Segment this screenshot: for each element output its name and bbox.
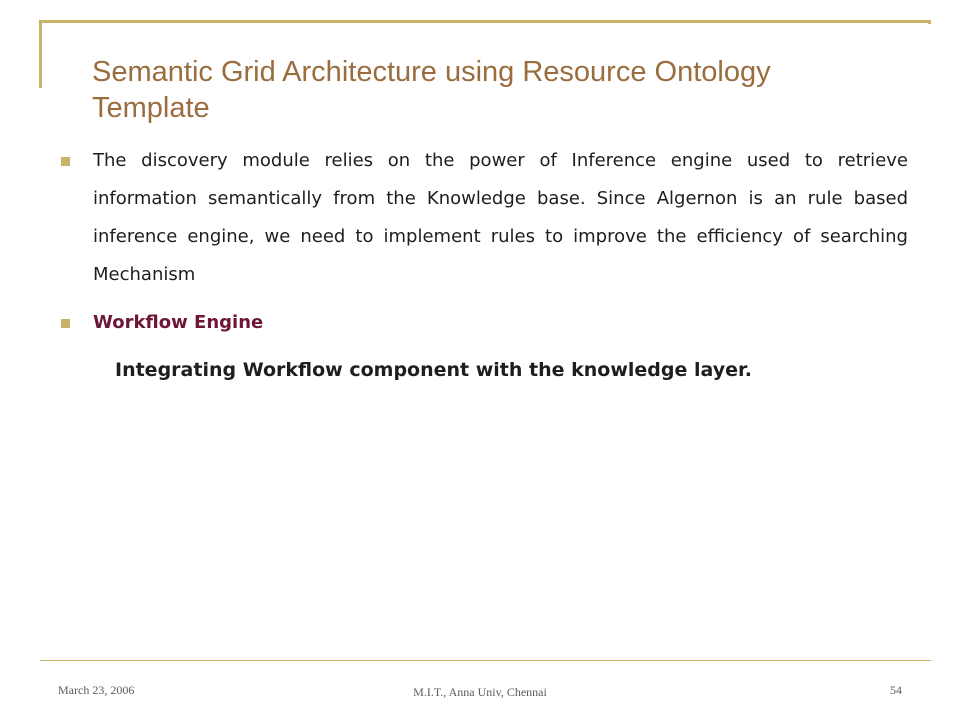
bullet-heading: Workflow Engine bbox=[93, 312, 264, 333]
slide-title: Semantic Grid Architecture using Resource Ontology Template bbox=[92, 56, 771, 124]
bullet-item-discovery bbox=[58, 142, 908, 294]
frame-top-line bbox=[39, 20, 931, 23]
page-number: 54 bbox=[890, 683, 902, 697]
bullet-text: The discovery module relies on the power of Inference engine used to retrieve information semantically from the Knowledge base. Since Algernon is an rule based inference engine, we need to implement rules to improve the efficiency of searching Mechanism bbox=[93, 150, 908, 285]
footer-date: March 23, 2006 bbox=[58, 683, 135, 697]
bullet-square-icon bbox=[61, 157, 70, 166]
bullet-square-icon bbox=[61, 319, 70, 328]
frame-left-line bbox=[39, 20, 42, 88]
footer-institution: M.I.T., Anna Univ, Chennai bbox=[413, 685, 547, 699]
footer-divider bbox=[40, 660, 931, 661]
bullet-item-workflow bbox=[58, 308, 908, 338]
frame-right-tick bbox=[928, 20, 931, 24]
bullet-list bbox=[58, 142, 908, 338]
workflow-description: Integrating Workflow component with the knowledge layer. bbox=[115, 359, 752, 381]
